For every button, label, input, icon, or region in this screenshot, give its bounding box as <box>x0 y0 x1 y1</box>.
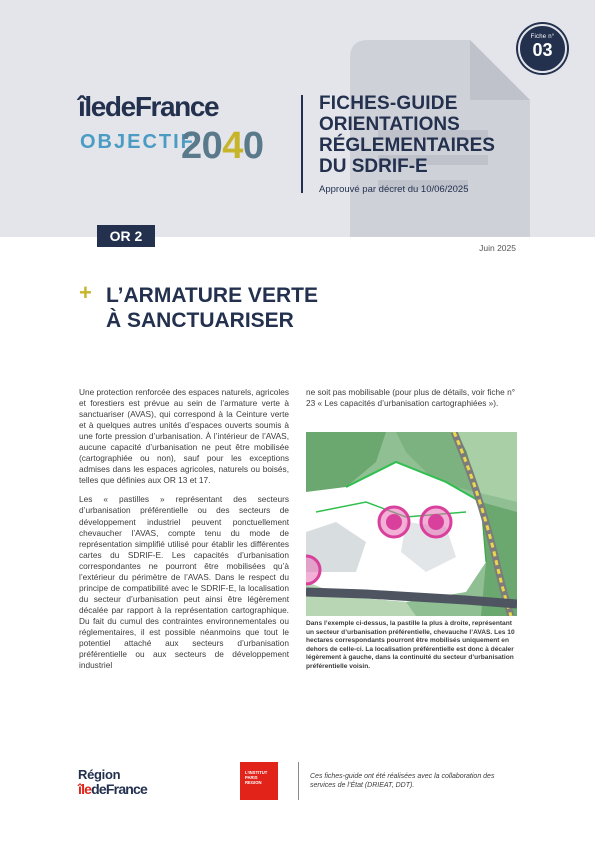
institut-line: REGION <box>245 780 262 785</box>
footer-note: Ces fiches-guide ont été réalisées avec la collaboration des services de l’État (DRIEAT, DDT). <box>310 773 495 789</box>
body-paragraph: Les « pastilles » représentant des secteurs d’urbanisation préférentielle ou des secteurs de développement industriel peuvent ponctuellement chevaucher l’AVAS, compte tenu du mode de représentation simplifié utilisé pour établir les différentes cartes du SDRIF-E. Les capacités d’urbanisation correspondantes ne pourront être mobilisées qu’à l’extérieur du périmètre de l’AVAS. Dans le respect du principe de compatibilité avec le SDRIF-E, la localisation du secteur d’urbanisation peut ainsi être légèrement décalée par rapport à la représentation cartographique. Du fait du cumul des contraintes environnementales ou réglementaires, il est possible néanmoins que tout le potentiel attaché aux secteurs d’urbanisation préférentielle ou aux secteurs de développement industriel <box>79 494 289 671</box>
body-paragraph: Une protection renforcée des espaces naturels, agricoles et forestiers est prévue au sein de l’armature verte à sanctuariser (AVAS), qui correspond à la Ceinture verte et à quelques autres unités d’espaces ouverts soumis à une forte pression d’urbanisation. À l’intérieur de l’AVAS, aucune capacité d’urbanisation ne peut être mobilisée (cartographiée ou non), sauf pour les exceptions admises dans les espaces agricoles, naturels ou boisés, telles que définies aux OR 13 et 17. <box>79 387 289 486</box>
logo-part-ile: îlede <box>78 91 135 122</box>
fiche-number: 03 <box>532 40 553 60</box>
region-logo-france: France <box>105 781 148 797</box>
body-left-column <box>79 387 289 671</box>
example-map <box>306 432 517 616</box>
region-logo-de: de <box>91 781 106 797</box>
approval-date: Approuvé par décret du 10/06/2025 <box>319 184 469 195</box>
region-logo-line1: Région <box>78 767 121 782</box>
region-logo <box>78 768 147 796</box>
fiche-label: Fiche n° <box>530 34 555 40</box>
year-part-c: 0 <box>242 125 264 167</box>
fiches-guide-subtitle <box>319 114 559 177</box>
objectif-label: OBJECTIF <box>80 131 195 153</box>
objectif-year <box>181 126 264 166</box>
plus-icon: + <box>79 280 92 305</box>
footer-divider <box>298 762 299 800</box>
institut-line: PARIS <box>245 775 258 780</box>
year-part-a: 20 <box>181 125 223 167</box>
region-logo-line2 <box>78 782 147 796</box>
title-line: À SANCTUARISER <box>106 309 294 332</box>
subtitle-line: ORIENTATIONS <box>319 114 460 135</box>
publication-date: Juin 2025 <box>479 243 516 253</box>
map-caption: Dans l’exemple ci-dessus, la pastille la plus à droite, représentant un secteur d’urbanisation préférentielle, chevauche l’AVAS. Les 10 hectares correspondants pourront être mobilisés uniquement en dehors de celle-ci. La localisation préférentielle est donc à décaler légèrement à gauche, dans la continuité du secteur d’urbanisation préférentielle voisin. <box>306 620 515 670</box>
logo-part-france: France <box>134 91 219 122</box>
subtitle-line: DU SDRIF-E <box>319 156 428 177</box>
subtitle-line: RÉGLEMENTAIRES <box>319 135 495 156</box>
main-title <box>106 283 346 333</box>
institut-line: L’INSTITUT <box>245 770 268 775</box>
or-tag: OR 2 <box>97 225 155 247</box>
body-paragraph: ne soit pas mobilisable (pour plus de détails, voir fiche n° 23 « Les capacités d’urbanisation cartographiées »). <box>306 387 516 409</box>
year-part-b: 4 <box>222 125 243 167</box>
institut-paris-region-logo <box>240 762 278 800</box>
iledefrance-logo <box>78 92 218 122</box>
fiches-guide-title: FICHES-GUIDE <box>319 93 458 114</box>
title-line: L’ARMATURE VERTE <box>106 284 318 307</box>
region-logo-ile: île <box>78 781 92 797</box>
fiche-number-badge <box>518 24 567 73</box>
header-divider <box>301 95 303 193</box>
